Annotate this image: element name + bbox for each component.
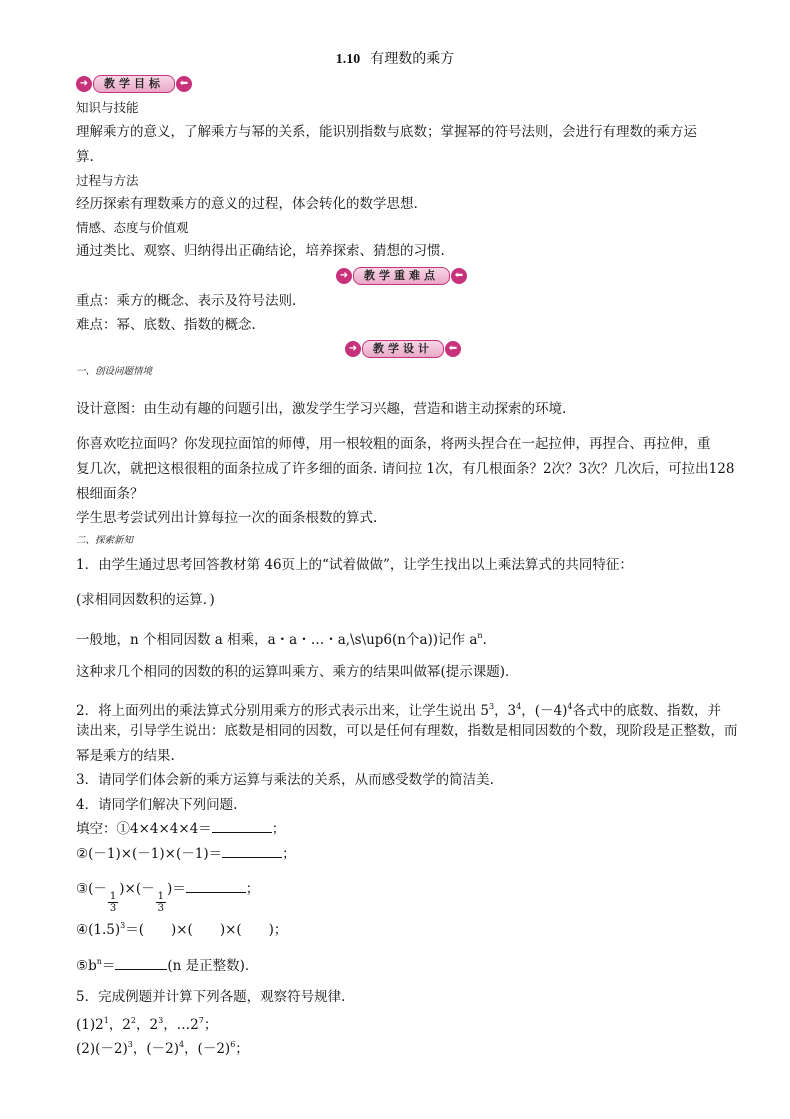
heading-process: 过程与方法	[76, 173, 139, 188]
paragraph: 学生思考尝试列出计算每拉一次的面条根数的算式.	[76, 510, 378, 526]
answer-blank	[186, 880, 246, 893]
arrow-right-icon: ➜	[76, 76, 92, 92]
arrow-left-icon: ⬅	[445, 341, 461, 357]
paragraph: 5．完成例题并计算下列各题，观察符号规律.	[76, 989, 346, 1005]
arrow-left-icon: ⬅	[176, 76, 192, 92]
paragraph: 经历探索有理数乘方的意义的过程，体会转化的数学思想.	[76, 196, 418, 212]
paragraph: 设计意图：由生动有趣的问题引出，激发学生学习兴趣，营造和谐主动探索的环境.	[76, 401, 567, 417]
paragraph: 你喜欢吃拉面吗？你发现拉面馆的师傅，用一根较粗的面条，将两头捏合在一起拉伸，再捏合、再拉伸，重	[76, 436, 711, 452]
fraction: $\frac{1}{3}$	[109, 891, 117, 914]
exercise-line: $(1)2^1$，$2^2$，$2^3$，$\dots 2^7$；	[76, 1016, 218, 1033]
answer-blank	[222, 845, 282, 858]
heading-knowledge: 知识与技能	[76, 100, 139, 115]
section-badge-key: ➜ 教学重难点 ⬅	[336, 267, 467, 285]
exercise-line: $⑤b^n= (n$ 是正整数)．	[76, 957, 259, 974]
paragraph: 算.	[76, 149, 94, 165]
exercise-line: ③(－ $\frac{1}{3}$ )×(－ $\frac{1}{3}$ )＝ ；	[76, 881, 260, 914]
paragraph: 通过类比、观察、归纳得出正确结论，培养探索、猜想的习惯.	[76, 243, 445, 259]
arrow-right-icon: ➜	[345, 341, 361, 357]
section-heading: 二、探索新知	[76, 535, 134, 546]
paragraph: 难点：幂、底数、指数的概念.	[76, 317, 256, 333]
page-title: 1.10 有理数的乘方	[335, 51, 455, 67]
exercise-line: $(2)(-2)^3$，$(-2)^4$，$(-2)^6$；	[76, 1040, 249, 1057]
paragraph: 这种求几个相同的因数的积的运算叫乘方、乘方的结果叫做幂(提示课题)．	[76, 664, 519, 680]
answer-blank	[115, 957, 167, 970]
section-badge-goals: ➜ 教学目标 ⬅	[76, 75, 192, 93]
exercise-line: $④(1.5)^3=$( )×( )×( )；	[76, 921, 288, 938]
answer-blank	[212, 820, 272, 833]
fraction: $\frac{1}{3}$	[157, 891, 164, 914]
paragraph: 读出来，引导学生说出：底数是相同的因数，可以是任何有理数，指数是相同因数的个数，现阶段是正整数，而	[76, 723, 738, 739]
arrow-right-icon: ➜	[336, 268, 352, 284]
exercise-line: 填空：①4×4×4×4＝ ；	[76, 821, 286, 837]
arrow-left-icon: ⬅	[451, 268, 467, 284]
paragraph: 根细面条？	[76, 486, 144, 502]
section-badge-design: ➜ 教学设计 ⬅	[345, 340, 461, 358]
paragraph: (求相同因数积的运算．)	[76, 592, 215, 608]
paragraph: 理解乘方的意义，了解乘方与幂的关系，能识别指数与底数；掌握幂的符号法则，会进行有理数的乘方运	[76, 124, 697, 140]
paragraph: 3．请同学们体会新的乘方运算与乘法的关系，从而感受数学的简洁美.	[76, 772, 494, 788]
paragraph: 1．由学生通过思考回答教材第 46页上的“试着做做”，让学生找出以上乘法算式的共同特征：	[76, 557, 633, 573]
section-heading: 一、创设问题情境	[76, 366, 153, 377]
paragraph: 2．将上面列出的乘法算式分别用乘方的形式表示出来，让学生说出 $5^3$，$3^4$，$(-4)^4$各式中的底数、指数，并	[76, 702, 721, 719]
paragraph: 一般地，n 个相同因数 a 相乘，a・a・…・a,\s\up6(n个a))记作 $a^n$.	[76, 631, 487, 648]
paragraph: 重点：乘方的概念、表示及符号法则.	[76, 293, 297, 309]
paragraph: 4．请同学们解决下列问题.	[76, 797, 238, 813]
heading-values: 情感、态度与价值观	[76, 220, 189, 235]
paragraph: 复几次，就把这根很粗的面条拉成了许多细的面条. 请问拉 1次，有几根面条？2次？3次？几次后，可拉出128	[76, 461, 735, 477]
exercise-line: ②(－1)×(－1)×(－1)＝ ；	[76, 846, 296, 862]
paragraph: 幂是乘方的结果.	[76, 748, 175, 764]
